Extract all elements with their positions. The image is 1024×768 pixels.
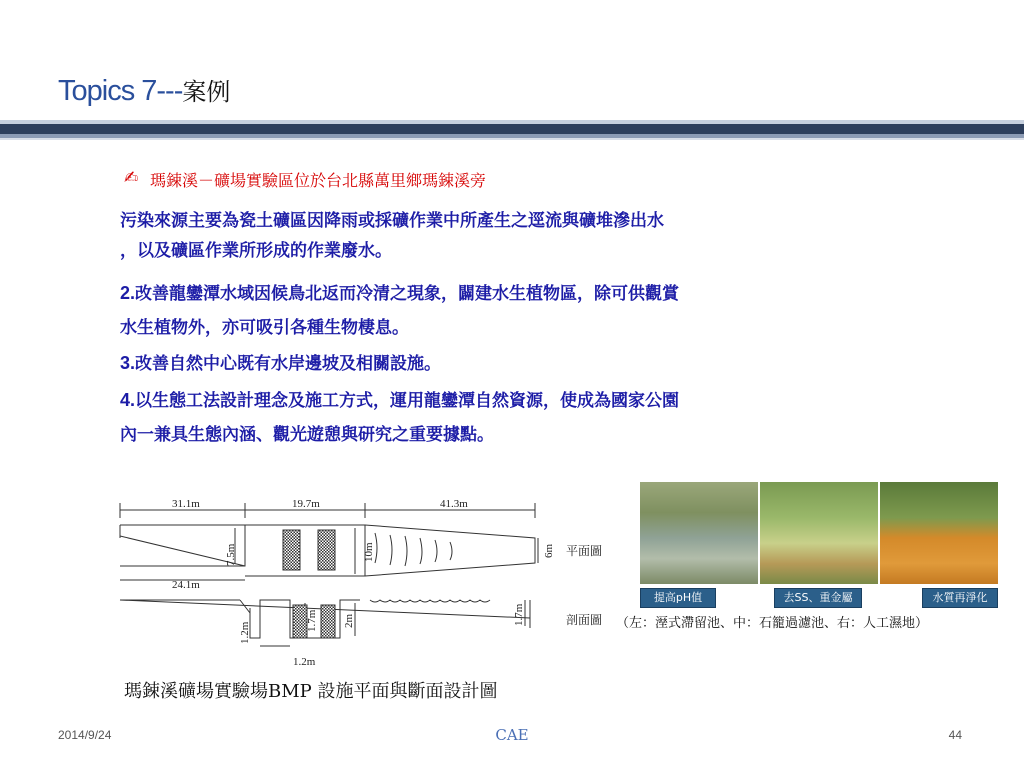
diagram-caption: 瑪鋉溪礦場實驗場BMP 設施平面與斷面設計圖 [124, 681, 498, 702]
dim-width-left: 7.5m [225, 543, 237, 566]
tag-raise-ph: 提高pH值 [640, 588, 716, 608]
item-3-line-1: 改善自然中心既有水岸邊坡及相關設施。 [135, 354, 442, 374]
dim-depth-4: 1.7m [513, 603, 525, 626]
photo-wet-detention-pond [640, 482, 758, 584]
photo-constructed-wetland [880, 482, 998, 584]
dim-depth-2: 1.7m [306, 609, 318, 632]
dim-top-1: 31.1m [172, 498, 200, 510]
title-en: Topics 7--- [58, 75, 183, 107]
dim-depth-3: 2m [343, 613, 355, 628]
photo-caption: （左：溼式滯留池、中：石籠過濾池、右：人工濕地） [616, 616, 929, 631]
label-plan-view: 平面圖 [566, 544, 603, 558]
footer-page-number: 44 [948, 728, 962, 742]
dim-bottom: 1.2m [293, 656, 316, 668]
item-2-line-2: 水生植物外，亦可吸引各種生物棲息。 [120, 318, 409, 338]
photo-gabion-filter-pond [760, 482, 878, 584]
footer-center: CAE [495, 726, 529, 744]
dim-top-2: 19.7m [292, 498, 320, 510]
item-4-number: 4. [120, 390, 136, 410]
item-3-number: 3. [120, 353, 136, 373]
dim-mid: 24.1m [172, 579, 200, 591]
item-2-line-1: 改善龍鑾潭水域因候鳥北返而冷清之現象，闢建水生植物區，除可供觀賞 [135, 284, 680, 304]
tag-water-purification: 水質再淨化 [922, 588, 998, 608]
label-section-view: 剖面圖 [566, 613, 603, 627]
slide-title [58, 72, 230, 108]
item-2-number: 2. [120, 283, 136, 303]
pencil-icon: ✍ [124, 168, 139, 188]
dim-width-right: 6m [543, 543, 555, 558]
item-4 [120, 385, 970, 450]
bmp-design-drawing [100, 488, 620, 673]
dim-width-mid: 10m [363, 542, 375, 562]
item-4-line-1: 以生態工法設計理念及施工方式，運用龍鑾潭自然資源，使成為國家公園 [135, 391, 680, 411]
item-3 [120, 348, 970, 379]
dim-depth-1: 1.2m [239, 621, 251, 644]
title-zh: 案例 [182, 78, 231, 106]
item-2 [120, 278, 970, 343]
item-4-line-2: 內一兼具生態內涵、觀光遊憩與研究之重要據點。 [120, 425, 494, 445]
paragraph-1 [120, 206, 970, 266]
tag-remove-ss-metals: 去SS、重金屬 [774, 588, 862, 608]
paragraph-1-line-2: ，以及礦區作業所形成的作業廢水。 [120, 241, 392, 261]
dim-top-3: 41.3m [440, 498, 468, 510]
footer-date: 2014/9/24 [58, 728, 112, 742]
bullet-heading: 瑪鋉溪－礦場實驗區位於台北縣萬里鄉瑪鋉溪旁 [150, 171, 487, 190]
paragraph-1-line-1: 污染來源主要為瓷土礦區因降雨或採礦作業中所產生之逕流與礦堆滲出水 [120, 211, 664, 231]
